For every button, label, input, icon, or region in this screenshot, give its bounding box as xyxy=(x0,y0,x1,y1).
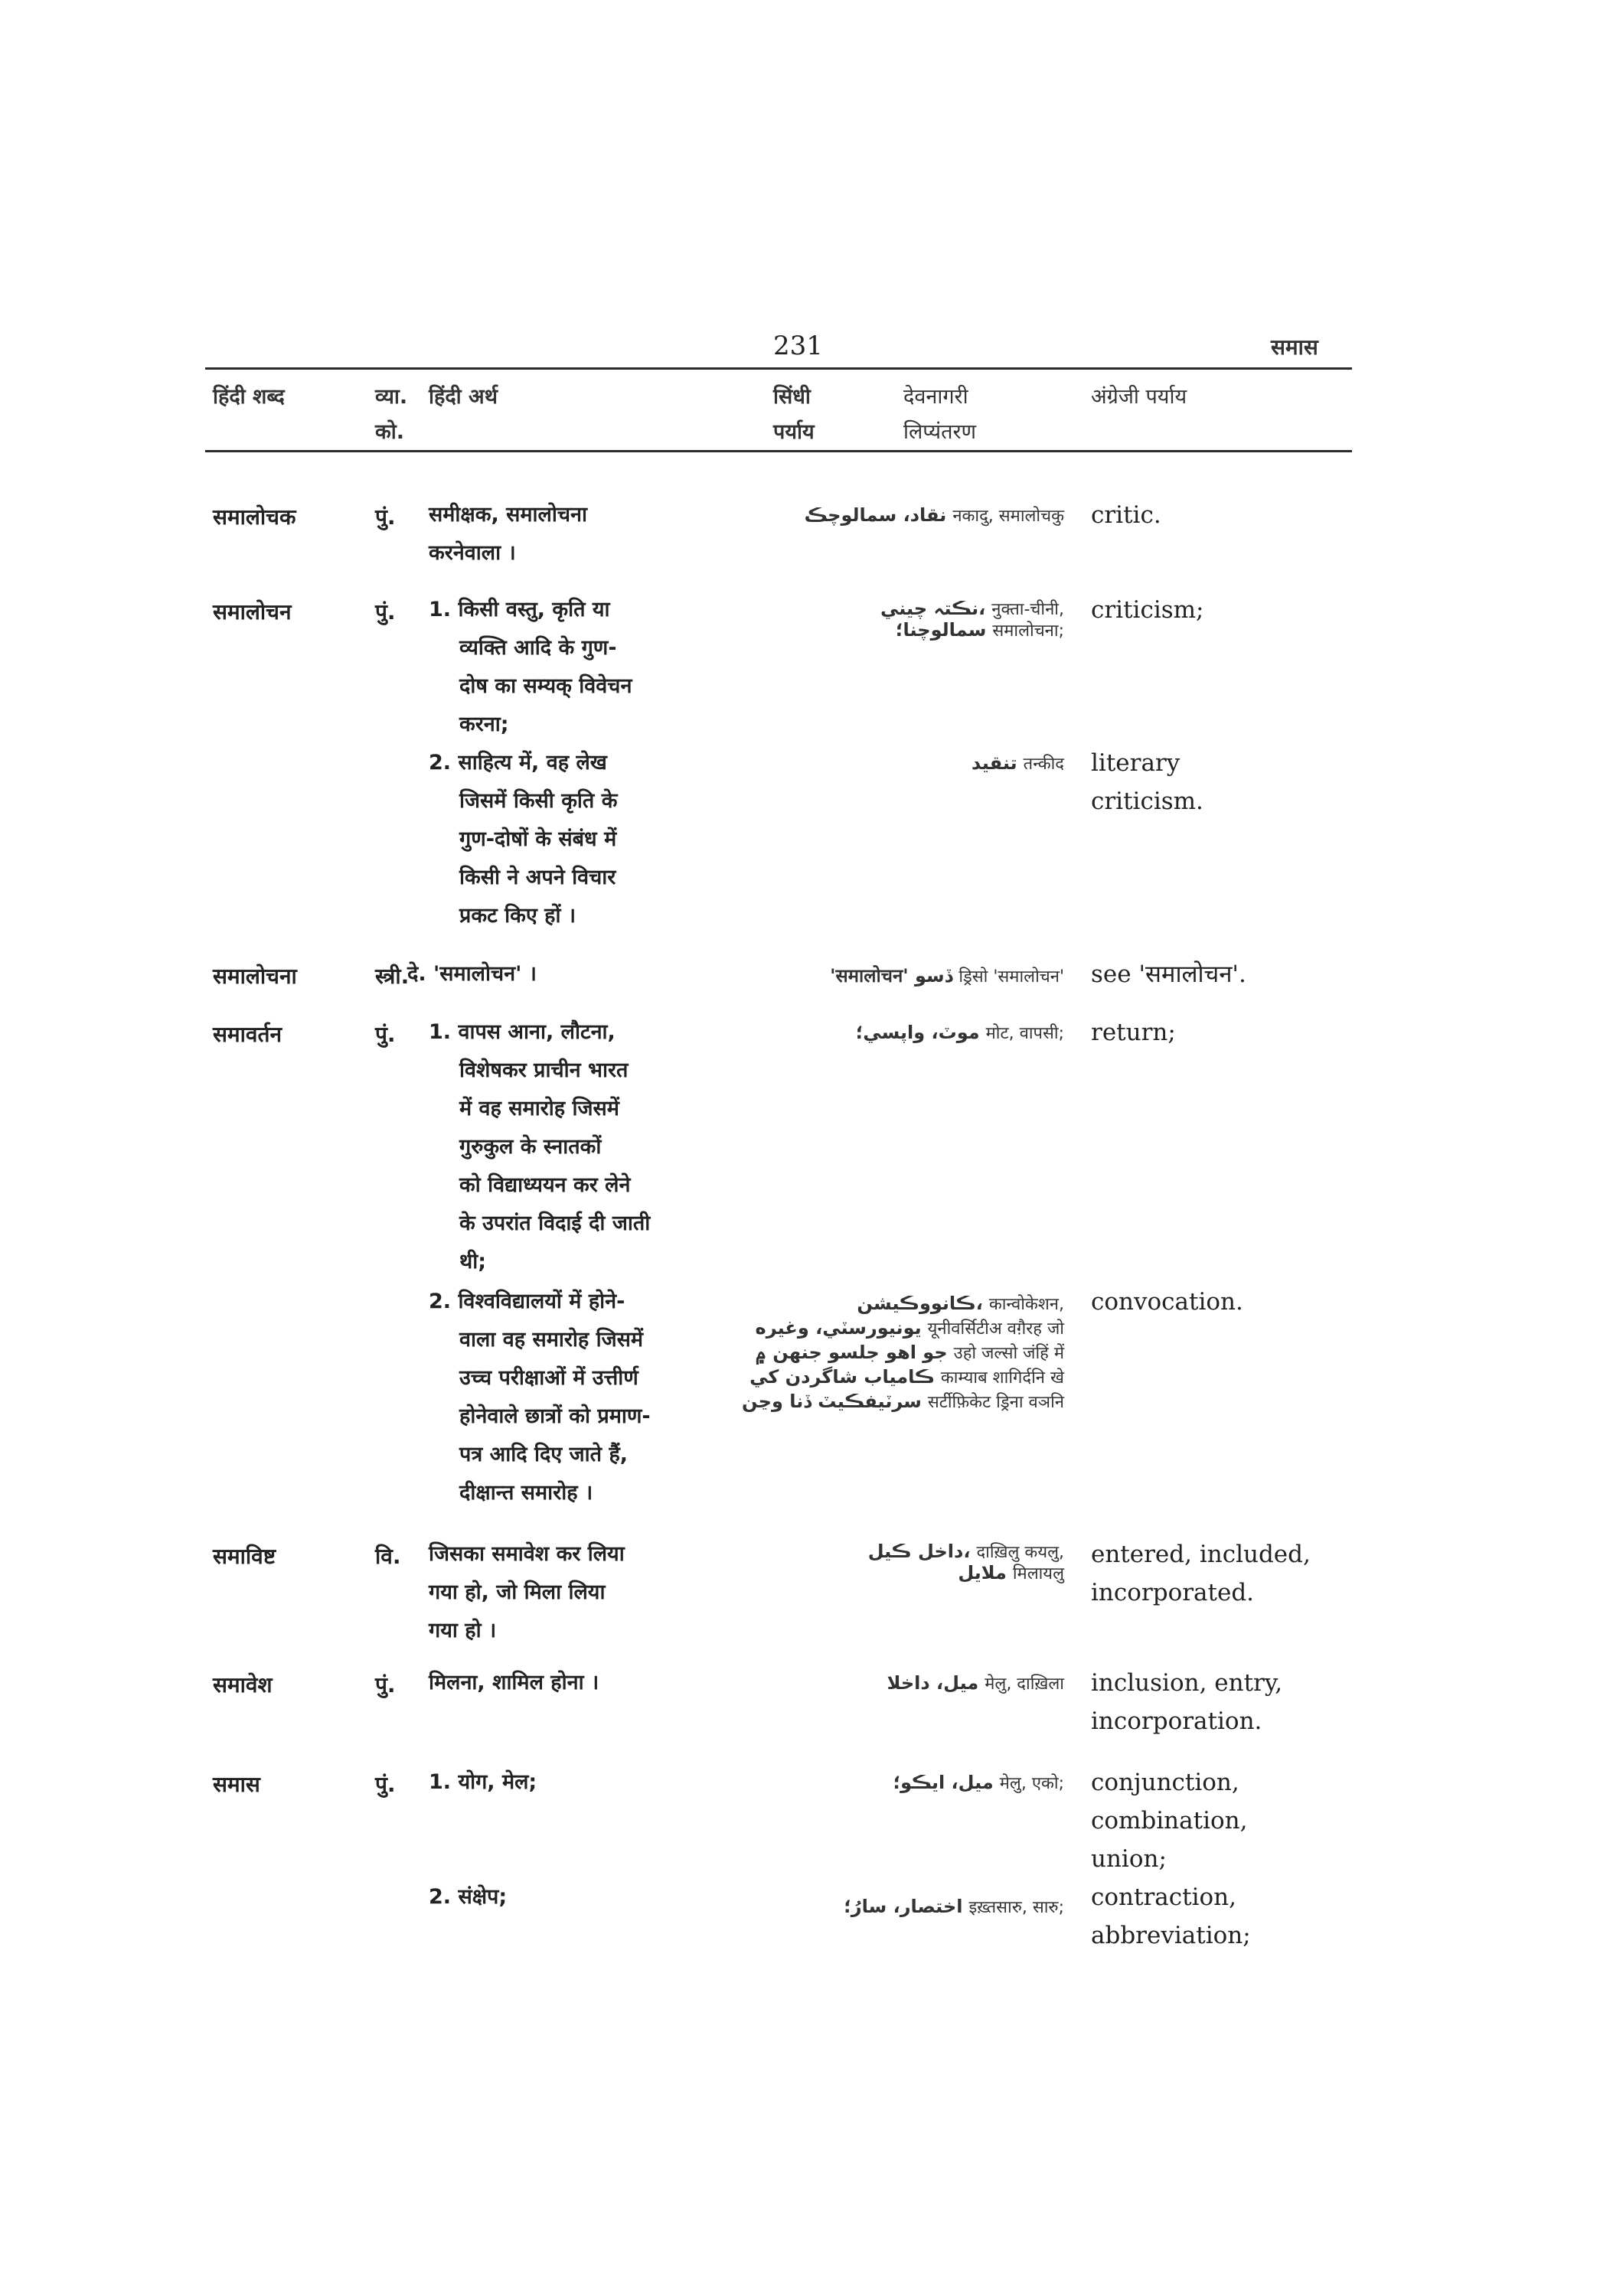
english-equivalent-sense-2 xyxy=(1091,744,1351,820)
english-line: conjunction, xyxy=(1091,1769,1239,1796)
grammar-label: पुं. xyxy=(375,1672,396,1698)
meaning-line: व्यक्ति आदि के गुण- xyxy=(459,636,617,660)
col-header-sindhi-line1: सिंधी xyxy=(773,385,811,409)
meaning-line: थी; xyxy=(459,1250,487,1274)
col-header-grammar-line2: को. xyxy=(375,420,404,444)
hindi-meaning-sense-1 xyxy=(429,1763,704,1802)
sindhi-devanagari-text: मोट, वापसी; xyxy=(985,1024,1064,1043)
meaning-line: में वह समारोह जिसमें xyxy=(459,1097,619,1120)
sindhi-devanagari-text: मेलु, एको; xyxy=(999,1774,1064,1793)
sindhi-equivalent-sense-2 xyxy=(844,1896,1064,1918)
hindi-meaning-sense-2 xyxy=(429,1283,704,1512)
sindhi-arabic-text: سرٽيفڪيٽ ڏنا وڃن xyxy=(742,1391,922,1412)
sindhi-devanagari-text: ड्रिसो 'समालोचन' xyxy=(958,967,1064,987)
col-header-grammar xyxy=(375,380,407,450)
hindi-meaning xyxy=(407,955,683,993)
headword: समालोचक xyxy=(213,504,296,530)
english-equivalent-sense-2 xyxy=(1091,1878,1351,1955)
col-header-hindi-word: हिंदी शब्द xyxy=(213,385,285,409)
sindhi-arabic-text: موٽ، واپسي؛ xyxy=(855,1022,980,1043)
sindhi-equivalent xyxy=(830,966,1064,987)
sindhi-equivalent-sense-1 xyxy=(880,598,1064,641)
col-header-devanagari-line1: देवनागरी xyxy=(903,385,968,409)
english-line: critic. xyxy=(1091,501,1161,529)
sindhi-arabic-text: نڪتہ چيني، xyxy=(880,598,986,619)
page-number: 231 xyxy=(773,331,823,361)
headword: समास xyxy=(213,1772,260,1797)
hindi-meaning xyxy=(429,1664,704,1702)
meaning-line: जिसका समावेश कर लिया xyxy=(429,1542,625,1566)
english-line: entered, included, xyxy=(1091,1541,1311,1568)
sindhi-equivalent xyxy=(887,1673,1064,1694)
meaning-line: 1. वापस आना, लौटना, xyxy=(429,1020,616,1044)
sindhi-devanagari-text: मिलायलु xyxy=(1012,1564,1064,1583)
sindhi-arabic-text: ڪانووڪيشن، xyxy=(857,1293,983,1314)
grammar-label: पुं. xyxy=(375,504,396,530)
english-line: union; xyxy=(1091,1845,1167,1873)
meaning-line: गया हो, जो मिला लिया xyxy=(429,1580,606,1604)
sindhi-arabic-text: 'समालोचन' ڏسو xyxy=(830,965,953,987)
english-equivalent-sense-1 xyxy=(1091,1013,1351,1052)
col-header-sindhi-line2: पर्याय xyxy=(773,420,815,444)
english-line: criticism; xyxy=(1091,596,1204,624)
sindhi-arabic-text: ڪامياب شاگردن کي xyxy=(749,1366,935,1388)
sindhi-arabic-text: سمالوچنا؛ xyxy=(895,619,987,641)
hindi-meaning-sense-2 xyxy=(429,744,704,935)
sindhi-equivalent-sense-2 xyxy=(972,753,1064,775)
sindhi-arabic-text: جو اهو جلسو جنهن ۾ xyxy=(755,1342,948,1363)
english-equivalent xyxy=(1091,1664,1351,1740)
sindhi-arabic-text: نقاد، سمالوچڪ xyxy=(804,504,947,526)
meaning-line: करनेवाला । xyxy=(429,541,516,565)
hindi-meaning xyxy=(429,1535,704,1650)
grammar-label: वि. xyxy=(375,1544,401,1569)
col-header-devanagari xyxy=(903,380,976,450)
sindhi-devanagari-text: तन्कीद xyxy=(1023,755,1064,774)
meaning-line: गुण-दोषों के संबंध में xyxy=(459,827,617,851)
english-line: incorporated. xyxy=(1091,1579,1255,1606)
headword: समालोचन xyxy=(213,599,292,625)
meaning-line: किसी ने अपने विचार xyxy=(459,866,616,889)
meaning-line: वाला वह समारोह जिसमें xyxy=(459,1328,644,1352)
english-equivalent xyxy=(1091,1535,1351,1612)
english-line: abbreviation; xyxy=(1091,1922,1251,1949)
sindhi-devanagari-text: समालोचना; xyxy=(992,621,1064,641)
sindhi-devanagari-text: मेलु, दाख़िला xyxy=(985,1675,1064,1694)
headword: समाविष्ट xyxy=(213,1544,276,1569)
grammar-label: पुं. xyxy=(375,599,396,625)
sindhi-arabic-text: ميل، داخلا xyxy=(887,1672,979,1694)
hindi-meaning-sense-1 xyxy=(429,591,704,744)
meaning-line: करना; xyxy=(459,713,509,736)
sindhi-devanagari-text: नकादु, समालोचकु xyxy=(952,507,1064,526)
meaning-line: विशेषकर प्राचीन भारत xyxy=(459,1058,629,1082)
sindhi-devanagari-text: यूनीवर्सिटीअ वग़ैरह जो xyxy=(927,1319,1064,1339)
english-equivalent-sense-1 xyxy=(1091,591,1351,629)
meaning-line: जिसमें किसी कृति के xyxy=(459,789,618,813)
sindhi-arabic-text: اختصار، سارُ؛ xyxy=(844,1896,963,1917)
grammar-label: स्त्री. xyxy=(375,964,410,989)
headword: समालोचना xyxy=(213,964,297,989)
sindhi-equivalent-sense-1 xyxy=(893,1773,1064,1794)
sindhi-arabic-text: يونيورسٽي، وغيره xyxy=(755,1317,922,1339)
headword: समावेश xyxy=(213,1672,273,1698)
meaning-line: गुरुकुल के स्नातकों xyxy=(459,1135,602,1159)
col-header-english: अंग्रेजी पर्याय xyxy=(1091,385,1187,409)
english-equivalent xyxy=(1091,955,1351,993)
meaning-line: दोष का सम्यक् विवेचन xyxy=(459,674,632,698)
sindhi-equivalent xyxy=(805,505,1064,527)
sindhi-arabic-text: ميل، ايڪو؛ xyxy=(893,1772,994,1793)
col-header-sindhi xyxy=(773,380,815,450)
meaning-line: 1. योग, मेल; xyxy=(429,1770,537,1794)
english-line: incorporation. xyxy=(1091,1707,1262,1735)
col-header-grammar-line1: व्या. xyxy=(375,385,408,409)
sindhi-devanagari-text: दाख़िलु कयलु, xyxy=(976,1543,1064,1562)
sindhi-devanagari-text: इख़्तसारु, सारु; xyxy=(968,1898,1064,1917)
sindhi-equivalent-sense-1 xyxy=(856,1022,1064,1044)
meaning-line: दीक्षान्त समारोह । xyxy=(459,1481,593,1505)
meaning-line: 2. संक्षेप; xyxy=(429,1885,508,1909)
sindhi-arabic-text: ملايل xyxy=(958,1562,1007,1583)
col-header-hindi-meaning: हिंदी अर्थ xyxy=(429,385,498,409)
running-head: समास xyxy=(1271,334,1318,360)
meaning-line: उच्च परीक्षाओं में उत्तीर्ण xyxy=(459,1366,638,1390)
meaning-line: समीक्षक, समालोचना xyxy=(429,503,587,527)
english-equivalent xyxy=(1091,496,1351,534)
english-line: return; xyxy=(1091,1019,1176,1046)
meaning-line: 2. विश्वविद्यालयों में होने- xyxy=(429,1290,625,1313)
hindi-meaning-sense-1 xyxy=(429,1013,704,1281)
meaning-line: के उपरांत विदाई दी जाती xyxy=(459,1212,651,1235)
english-line: combination, xyxy=(1091,1807,1248,1835)
meaning-line: 2. साहित्य में, वह लेख xyxy=(429,751,607,775)
sindhi-devanagari-text: उहो जल्सो जंहिं में xyxy=(953,1344,1064,1363)
meaning-line: गया हो । xyxy=(429,1619,497,1642)
meaning-line: दे. 'समालोचन' । xyxy=(407,962,537,986)
sindhi-devanagari-text: सर्टीफ़िकेट ड्रिना वञनि xyxy=(927,1393,1064,1412)
meaning-line: पत्र आदि दिए जाते हैं, xyxy=(459,1443,629,1466)
english-line: inclusion, entry, xyxy=(1091,1669,1283,1697)
grammar-label: पुं. xyxy=(375,1022,396,1047)
sindhi-equivalent-sense-2 xyxy=(742,1292,1064,1414)
english-line: criticism. xyxy=(1091,788,1203,815)
english-line: literary xyxy=(1091,749,1181,777)
meaning-line: मिलना, शामिल होना । xyxy=(429,1671,599,1694)
hindi-meaning xyxy=(429,496,704,572)
english-line: convocation. xyxy=(1091,1288,1243,1316)
sindhi-devanagari-text: काम्याब शागिर्दनि खे xyxy=(940,1368,1064,1388)
meaning-line: को विद्याध्ययन कर लेने xyxy=(459,1173,631,1197)
meaning-line: होनेवाले छात्रों को प्रमाण- xyxy=(459,1404,651,1428)
sindhi-devanagari-text: नुक्ता-चीनी, xyxy=(991,600,1064,619)
sindhi-devanagari-text: कान्वोकेशन, xyxy=(988,1295,1064,1314)
meaning-line: प्रकट किए हों । xyxy=(459,904,576,928)
sindhi-equivalent xyxy=(868,1541,1064,1584)
english-equivalent-sense-1 xyxy=(1091,1763,1351,1878)
sindhi-arabic-text: تنقيد xyxy=(971,752,1017,774)
english-equivalent-sense-2 xyxy=(1091,1283,1351,1321)
header-top-rule xyxy=(205,367,1352,370)
english-line: see 'समालोचन'. xyxy=(1091,960,1246,988)
grammar-label: पुं. xyxy=(375,1772,396,1797)
header-bottom-rule xyxy=(205,450,1352,452)
meaning-line: 1. किसी वस्तु, कृति या xyxy=(429,598,610,621)
hindi-meaning-sense-2 xyxy=(429,1878,704,1916)
col-header-devanagari-line2: लिप्यंतरण xyxy=(903,420,977,444)
sindhi-arabic-text: داخل ڪيل، xyxy=(867,1541,971,1562)
english-line: contraction, xyxy=(1091,1883,1236,1911)
headword: समावर्तन xyxy=(213,1022,282,1047)
